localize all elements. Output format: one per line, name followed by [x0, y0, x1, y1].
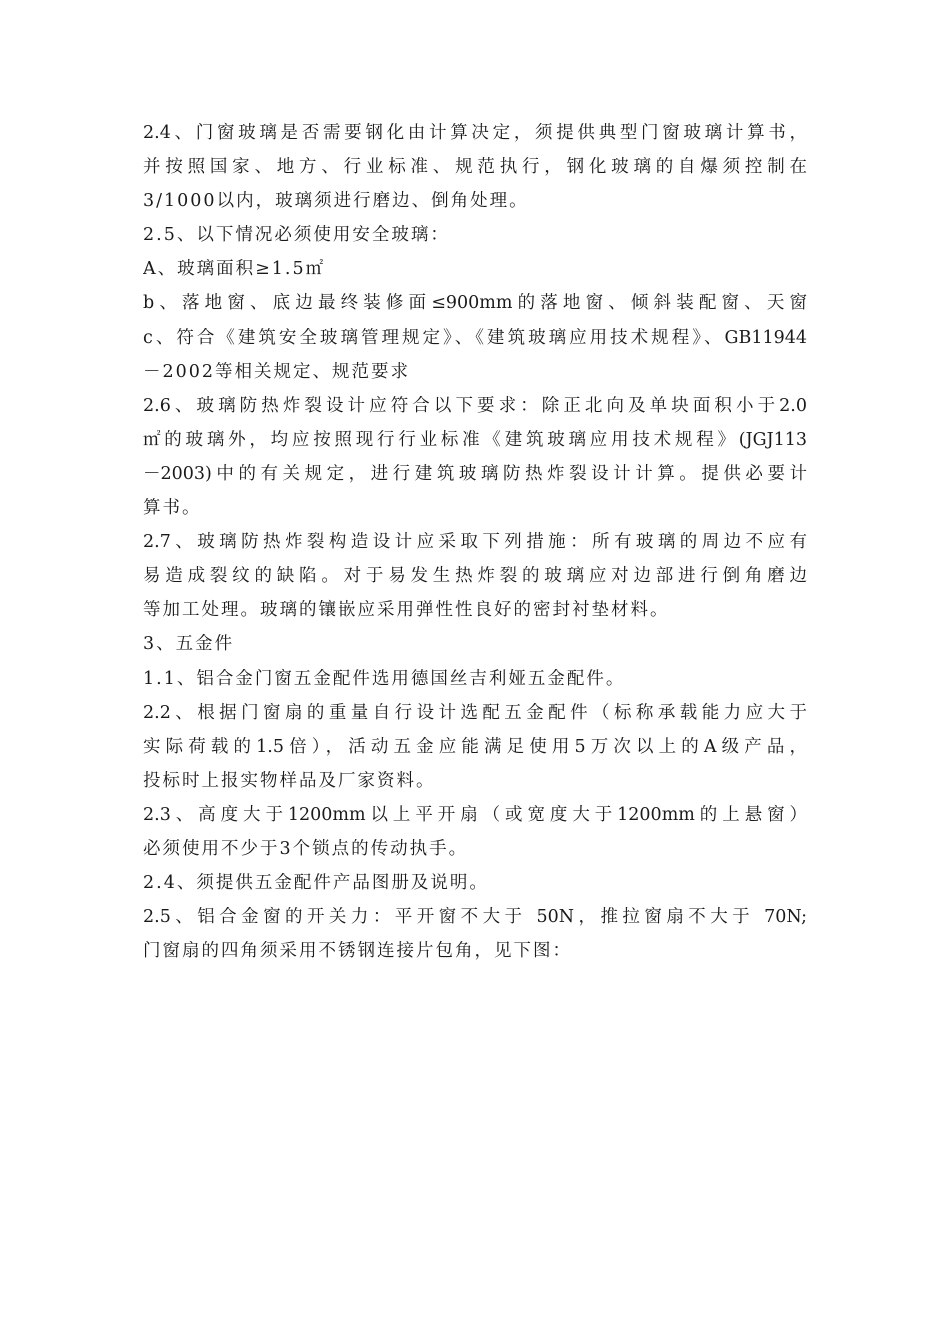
text-line-24: 2.5、铝合金窗的开关力：平开窗不大于 50N，推拉窗扇不大于 70N;	[143, 907, 807, 928]
text-line-14: 易造成裂纹的缺陷。对于易发生热炸裂的玻璃应对边部进行倒角磨边	[143, 566, 807, 587]
text-line-10: ㎡的玻璃外，均应按照现行行业标准《建筑玻璃应用技术规程》(JGJ113	[143, 429, 807, 450]
text-line-17: 1.1、铝合金门窗五金配件选用德国丝吉利娅五金配件。	[143, 668, 626, 689]
text-line-25: 门窗扇的四角须采用不锈钢连接片包角，见下图：	[143, 941, 572, 962]
text-line-4: 2.5、以下情况必须使用安全玻璃：	[143, 225, 450, 246]
text-line-7: c、符合《建筑安全玻璃管理规定》、《建筑玻璃应用技术规程》、GB11944	[143, 327, 807, 348]
text-line-9: 2.6、玻璃防热炸裂设计应符合以下要求：除正北向及单块面积小于2.0	[143, 395, 807, 416]
text-line-8: －2002等相关规定、规范要求	[143, 361, 411, 382]
text-line-3: 3/1000以内，玻璃须进行磨边、倒角处理。	[143, 191, 529, 212]
document-body	[143, 116, 807, 968]
text-line-23: 2.4、须提供五金配件产品图册及说明。	[143, 873, 489, 894]
text-line-21: 2.3、高度大于1200mm以上平开扇（或宽度大于1200mm的上悬窗）	[143, 804, 807, 825]
text-line-20: 投标时上报实物样品及厂家资料。	[143, 770, 436, 791]
text-line-22: 必须使用不少于3个锁点的传动执手。	[143, 838, 469, 859]
text-line-11: －2003)中的有关规定，进行建筑玻璃防热炸裂设计计算。提供必要计	[143, 463, 807, 484]
text-line-15: 等加工处理。玻璃的镶嵌应采用弹性性良好的密封衬垫材料。	[143, 600, 670, 621]
text-line-16: 3、五金件	[143, 634, 235, 655]
text-line-13: 2.7、玻璃防热炸裂构造设计应采取下列措施：所有玻璃的周边不应有	[143, 532, 807, 553]
text-line-6: b、落地窗、底边最终装修面≤900mm的落地窗、倾斜装配窗、天窗	[143, 293, 807, 314]
text-line-12: 算书。	[143, 498, 202, 519]
text-line-18: 2.2、根据门窗扇的重量自行设计选配五金配件（标称承载能力应大于	[143, 702, 807, 723]
text-line-5: A、玻璃面积≥1.5㎡	[143, 259, 326, 280]
text-line-1: 2.4、门窗玻璃是否需要钢化由计算决定，须提供典型门窗玻璃计算书，	[143, 123, 807, 143]
text-line-19: 实际荷载的1.5倍），活动五金应能满足使用5万次以上的A级产品，	[143, 736, 807, 757]
text-line-2: 并按照国家、地方、行业标准、规范执行，钢化玻璃的自爆须控制在	[143, 157, 807, 178]
